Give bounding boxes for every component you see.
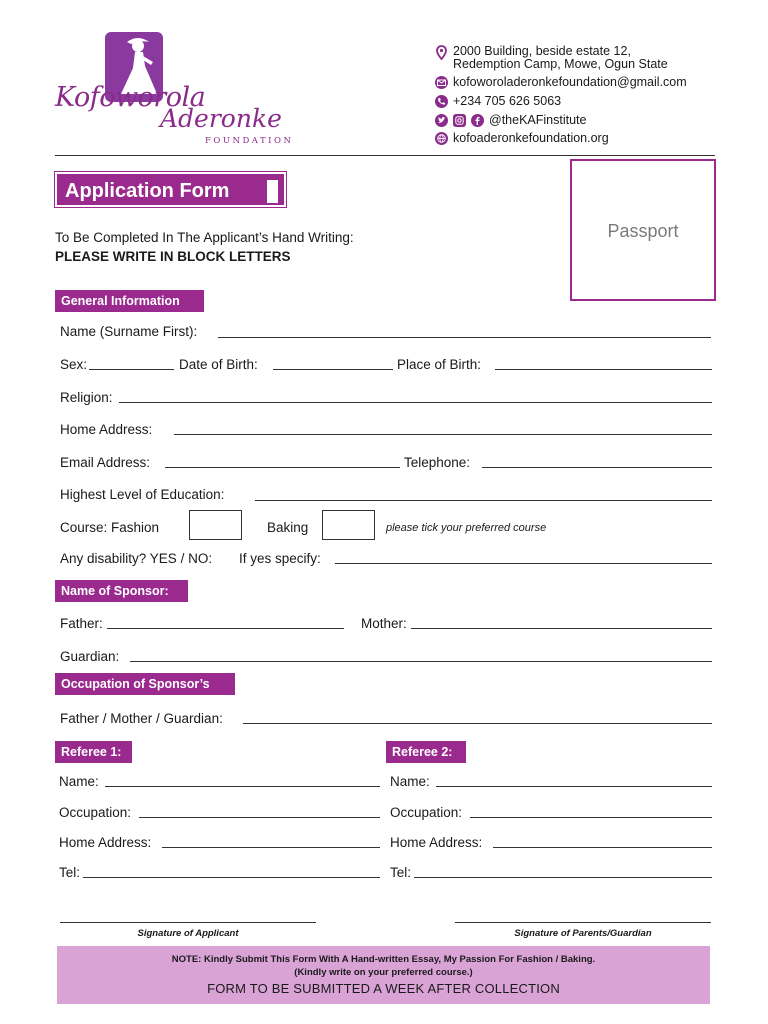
label-date-of-birth: Date of Birth: [179,357,258,372]
field-mother[interactable] [411,628,712,629]
field-telephone[interactable] [482,467,712,468]
field-referee1-address[interactable] [162,847,380,848]
note-line-1: NOTE: Kindly Submit This Form With A Hand-written Essay, My Passion For Fashion / Baking. [171,954,596,965]
field-referee2-address[interactable] [493,847,712,848]
label-specify: If yes specify: [239,551,321,566]
address-line-2: Redemption Camp, Mowe, Ogun State [453,57,668,71]
facebook-icon [471,114,484,127]
label-baking: Baking [267,520,309,535]
contact-phone [435,95,561,108]
label-guardian: Guardian: [60,649,120,664]
logo-text-aderonke: Aderonke [160,104,282,133]
field-name[interactable] [218,337,711,338]
phone-icon [435,95,448,108]
field-sex[interactable] [89,369,174,370]
section-occupation-of-sponsor: Occupation of Sponsor’s [55,673,235,695]
field-place-of-birth[interactable] [495,369,712,370]
field-guardian[interactable] [130,661,712,662]
label-education: Highest Level of Education: [60,487,225,502]
contact-address [435,45,668,71]
field-email-address[interactable] [165,467,400,468]
contact-email [435,76,687,89]
field-date-of-birth[interactable] [273,369,393,370]
note-line-2: (Kindly write on your preferred course.) [294,967,473,978]
logo-text-kofoworola: Kofoworola [55,82,206,113]
checkbox-fashion[interactable] [189,510,242,540]
website-text[interactable]: kofoaderonkefoundation.org [453,131,609,145]
submission-note [57,946,710,1004]
checkbox-baking[interactable] [322,510,375,540]
label-place-of-birth: Place of Birth: [397,357,482,372]
title-decoration [267,180,278,203]
signature-applicant-line[interactable] [60,922,316,923]
email-icon [435,76,448,89]
form-title [55,172,286,207]
label-name: Name (Surname First): [60,324,198,339]
field-home-address[interactable] [174,434,712,435]
label-mother: Mother: [361,616,407,631]
tick-instruction: please tick your preferred course [386,522,547,534]
field-referee2-occupation[interactable] [470,817,712,818]
label-home-address: Home Address: [60,422,153,437]
section-general-information: General Information [55,290,204,312]
label-referee1-occupation: Occupation: [59,805,132,820]
label-sex: Sex: [60,357,88,372]
passport-label: Passport [607,221,679,241]
form-title-text: Application Form [65,180,230,202]
field-referee2-name[interactable] [436,786,712,787]
section-name-of-sponsor: Name of Sponsor: [55,580,188,602]
label-referee1-tel: Tel: [59,865,81,880]
field-religion[interactable] [119,402,712,403]
header-divider [55,155,715,156]
label-referee1-address: Home Address: [59,835,152,850]
field-referee1-name[interactable] [105,786,380,787]
field-referee1-occupation[interactable] [139,817,380,818]
label-father: Father: [60,616,103,631]
instruction-line-2: PLEASE WRITE IN BLOCK LETTERS [55,249,291,264]
field-referee1-tel[interactable] [83,877,380,878]
globe-icon [435,132,448,145]
field-father[interactable] [107,628,344,629]
label-referee2-name: Name: [390,774,430,789]
logo-text-foundation: FOUNDATION [205,136,294,146]
passport-photo-box[interactable] [570,159,716,301]
label-telephone: Telephone: [404,455,471,470]
label-referee2-address: Home Address: [390,835,483,850]
field-education[interactable] [255,500,712,501]
field-referee2-tel[interactable] [414,877,712,878]
twitter-icon [435,114,448,127]
section-referee-1: Referee 1: [55,741,132,763]
label-religion: Religion: [60,390,113,405]
field-disability-specify[interactable] [335,563,712,564]
label-occupation-parent: Father / Mother / Guardian: [60,711,223,726]
instagram-icon [453,114,466,127]
label-referee1-name: Name: [59,774,99,789]
contact-social [435,114,586,127]
email-text[interactable]: kofoworoladeronkefoundation@gmail.com [453,75,687,89]
label-referee2-tel: Tel: [390,865,412,880]
field-occupation-parent[interactable] [243,723,712,724]
signature-parents-line[interactable] [455,922,711,923]
section-referee-2: Referee 2: [386,741,466,763]
address-line-1: 2000 Building, beside estate 12, [453,44,631,58]
label-course-fashion: Course: Fashion [60,520,160,535]
phone-text[interactable]: +234 705 626 5063 [453,94,562,108]
social-handle-text[interactable]: @theKAFinstitute [489,113,587,127]
label-signature-applicant: Signature of Applicant [137,928,239,939]
contact-website [435,132,609,145]
note-line-3: FORM TO BE SUBMITTED A WEEK AFTER COLLECTION [207,981,560,996]
label-referee2-occupation: Occupation: [390,805,463,820]
label-disability: Any disability? YES / NO: [60,551,213,566]
location-pin-icon [435,45,448,58]
label-email-address: Email Address: [60,455,151,470]
instruction-line-1: To Be Completed In The Applicant’s Hand Writing: [55,230,354,245]
label-signature-parents: Signature of Parents/Guardian [514,928,652,939]
